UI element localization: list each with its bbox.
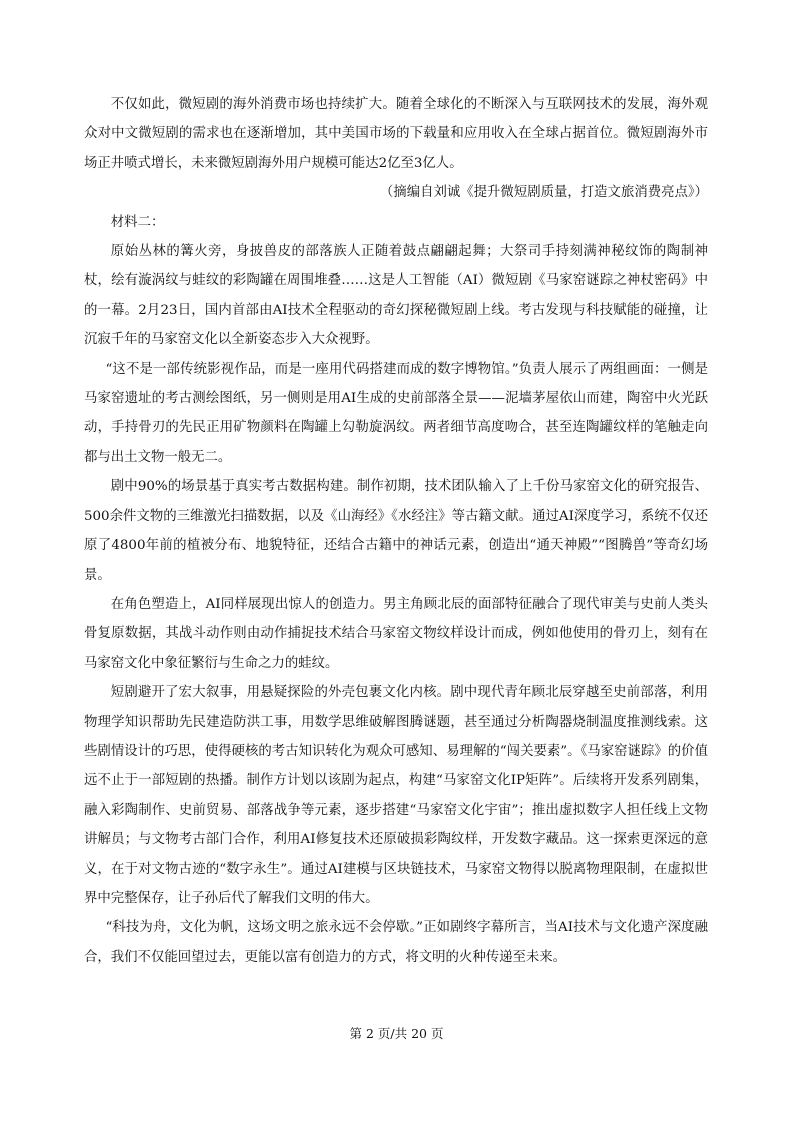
paragraph-opening-scene: 原始丛林的篝火旁，身披兽皮的部落族人正随着鼓点翩翩起舞；大祭司手持刻满神秘纹饰的陶制神杖，绘有漩涡纹与蛙纹的彩陶罐在周围堆叠……这是人工智能（AI）微短剧《马家窑谜踪之神杖密码》中的一幕。2月23日，国内首部由AI技术全程驱动的奇幻探秘微短剧上线。考古发现与科技赋能的碰撞，让沉寂千年的马家窑文化以全新姿态步入大众视野。	[84, 244, 708, 348]
paragraph-archaeological-data: 剧中90%的场景基于真实考古数据构建。制作初期，技术团队输入了上千份马家窑文化的研究报告、500余件文物的三维激光扫描数据，以及《山海经》《水经注》等古籍文献。通过AI深度学习，系统不仅还原了4800年前的植被分布、地貌特征，还结合古籍中的神话元素，创造出“通天神殿”“图腾兽”等奇幻场景。	[84, 479, 708, 583]
source-citation: （摘编自刘诚《提升微短剧质量，打造文旅消费亮点》）	[379, 185, 708, 201]
paragraph-overseas-market: 不仅如此，微短剧的海外消费市场也持续扩大。随着全球化的不断深入与互联网技术的发展，海外观众对中文微短剧的需求也在逐渐增加，其中美国市场的下载量和应用收入在全球占据首位。微短剧海外市场正井喷式增长，未来微短剧海外用户规模可能达2亿至3亿人。	[84, 97, 708, 171]
document-body	[84, 90, 708, 972]
paragraph-narrative-ip: 短剧避开了宏大叙事，用悬疑探险的外壳包裹文化内核。剧中现代青年顾北辰穿越至史前部落，利用物理学知识帮助先民建造防洪工事，用数学思维破解图腾谜题，甚至通过分析陶器烧制温度推测线索。这些剧情设计的巧思，使得硬核的考古知识转化为观众可感知、易理解的“闯关要素”。《马家窑谜踪》的价值远不止于一部短剧的热播。制作方计划以该剧为起点，构建“马家窑文化IP矩阵”。后续将开发系列剧集，融入彩陶制作、史前贸易、部落战争等元素，逐步搭建“马家窑文化宇宙”；推出虚拟数字人担任线上文物讲解员；与文物考古部门合作，利用AI修复技术还原破损彩陶纹样，开发数字藏品。这一探索更深远的意义，在于对文物古迹的“数字永生”。通过AI建模与区块链技术，马家窑文物得以脱离物理限制，在虚拟世界中完整保存，让子孙后代了解我们文明的伟大。	[84, 685, 708, 906]
page-number-footer: 第 2 页/共 20 页	[349, 1026, 444, 1041]
paragraph-closing: “科技为舟，文化为帆，这场文明之旅永远不会停歇。”正如剧终字幕所言，当AI技术与文化遗产深度融合，我们不仅能回望过去，更能以富有创造力的方式，将文明的火种传递至未来。	[84, 920, 708, 965]
section-heading-material-two: 材料二：	[110, 214, 165, 230]
paragraph-character-design: 在角色塑造上，AI同样展现出惊人的创造力。男主角顾北辰的面部特征融合了现代审美与史前人类头骨复原数据，其战斗动作则由动作捕捉技术结合马家窑文物纹样设计而成，例如他使用的骨刃上，刻有在马家窑文化中象征繁衍与生命之力的蛙纹。	[84, 596, 708, 671]
paragraph-digital-museum: “这不是一部传统影视作品，而是一座用代码搭建而成的数字博物馆。”负责人展示了两组画面：一侧是马家窑遗址的考古测绘图纸，另一侧则是用AI生成的史前部落全景——泥墙茅屋依山而建，陶窑中火光跃动，手持骨刃的先民正用矿物颜料在陶罐上勾勒旋涡纹。两者细节高度吻合，甚至连陶罐纹样的笔触走向都与出土文物一般无二。	[84, 361, 708, 465]
